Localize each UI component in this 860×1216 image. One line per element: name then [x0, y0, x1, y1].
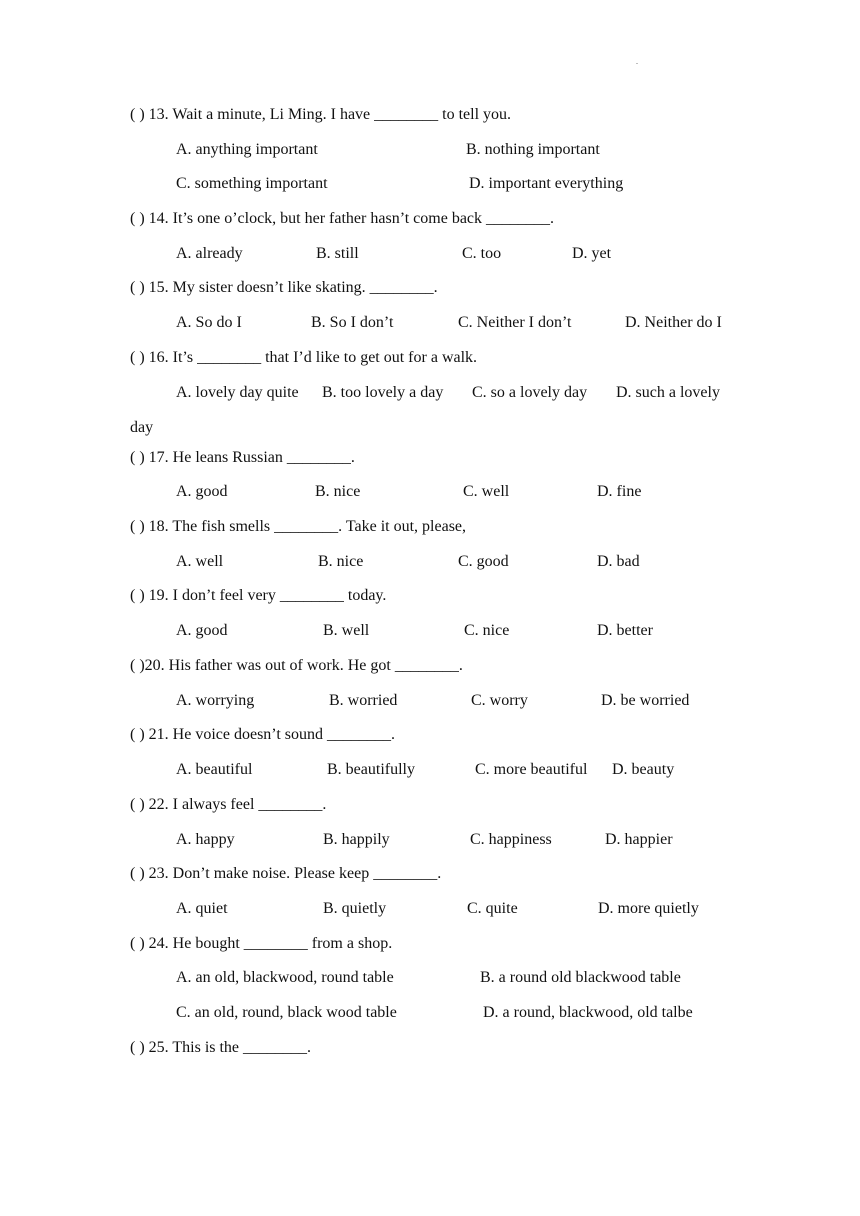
- question-18-option-c: C. good: [458, 553, 509, 570]
- question-17-option-a: A. good: [176, 483, 228, 500]
- question-20-option-b: B. worried: [329, 692, 398, 709]
- question-21-option-a: A. beautiful: [176, 761, 253, 778]
- question-15-option-d: D. Neither do I: [625, 314, 722, 331]
- question-18-option-b: B. nice: [318, 553, 364, 570]
- question-15-option-b: B. So I don’t: [311, 314, 394, 331]
- question-15-option-c: C. Neither I don’t: [458, 314, 572, 331]
- question-23-option-a: A. quiet: [176, 900, 228, 917]
- question-20-stem: ( )20. His father was out of work. He got ________.: [130, 657, 463, 674]
- question-21-option-d: D. beauty: [612, 761, 675, 778]
- question-13-option-a: A. anything important: [176, 141, 318, 158]
- question-16-option-a: A. lovely day quite: [176, 384, 299, 401]
- question-16-option-d: D. such a lovely: [616, 384, 720, 401]
- question-15-option-a: A. So do I: [176, 314, 242, 331]
- question-22-option-a: A. happy: [176, 831, 235, 848]
- question-22-option-b: B. happily: [323, 831, 390, 848]
- question-23-option-c: C. quite: [467, 900, 518, 917]
- question-17-stem: ( ) 17. He leans Russian ________.: [130, 449, 355, 466]
- question-16-option-wrap: day: [130, 419, 154, 436]
- question-13-option-c: C. something important: [176, 175, 328, 192]
- question-20-option-a: A. worrying: [176, 692, 255, 709]
- question-13-option-d: D. important everything: [469, 175, 624, 192]
- question-16-stem: ( ) 16. It’s ________ that I’d like to get out for a walk.: [130, 349, 478, 366]
- question-16-option-c: C. so a lovely day: [472, 384, 588, 401]
- question-24-option-d: D. a round, blackwood, old talbe: [483, 1004, 693, 1021]
- page-marker: .: [636, 57, 638, 66]
- question-22-stem: ( ) 22. I always feel ________.: [130, 796, 327, 813]
- question-24-option-c: C. an old, round, black wood table: [176, 1004, 397, 1021]
- question-23-stem: ( ) 23. Don’t make noise. Please keep ________.: [130, 865, 442, 882]
- question-17-option-d: D. fine: [597, 483, 642, 500]
- question-19-option-a: A. good: [176, 622, 228, 639]
- question-19-option-d: D. better: [597, 622, 653, 639]
- question-24-option-b: B. a round old blackwood table: [480, 969, 681, 986]
- question-22-option-d: D. happier: [605, 831, 673, 848]
- question-16-option-b: B. too lovely a day: [322, 384, 444, 401]
- question-13-option-b: B. nothing important: [466, 141, 600, 158]
- question-20-option-c: C. worry: [471, 692, 528, 709]
- question-21-option-c: C. more beautiful: [475, 761, 588, 778]
- question-23-option-d: D. more quietly: [598, 900, 699, 917]
- question-21-stem: ( ) 21. He voice doesn’t sound ________.: [130, 726, 395, 743]
- question-17-option-b: B. nice: [315, 483, 361, 500]
- question-15-stem: ( ) 15. My sister doesn’t like skating. ________.: [130, 279, 438, 296]
- question-25-stem: ( ) 25. This is the ________.: [130, 1039, 312, 1056]
- question-13-stem: ( ) 13. Wait a minute, Li Ming. I have ________ to tell you.: [130, 106, 512, 123]
- question-24-option-a: A. an old, blackwood, round table: [176, 969, 394, 986]
- question-14-option-b: B. still: [316, 245, 359, 262]
- question-19-option-c: C. nice: [464, 622, 510, 639]
- question-23-option-b: B. quietly: [323, 900, 387, 917]
- question-14-option-a: A. already: [176, 245, 243, 262]
- question-18-option-a: A. well: [176, 553, 224, 570]
- question-14-option-c: C. too: [462, 245, 502, 262]
- question-18-stem: ( ) 18. The fish smells ________. Take it out, please,: [130, 518, 467, 535]
- question-17-option-c: C. well: [463, 483, 510, 500]
- question-24-stem: ( ) 24. He bought ________ from a shop.: [130, 935, 393, 952]
- question-20-option-d: D. be worried: [601, 692, 690, 709]
- question-19-stem: ( ) 19. I don’t feel very ________ today.: [130, 587, 387, 604]
- question-21-option-b: B. beautifully: [327, 761, 415, 778]
- question-14-option-d: D. yet: [572, 245, 612, 262]
- question-14-stem: ( ) 14. It’s one o’clock, but her father hasn’t come back ________.: [130, 210, 555, 227]
- question-19-option-b: B. well: [323, 622, 370, 639]
- question-22-option-c: C. happiness: [470, 831, 552, 848]
- question-18-option-d: D. bad: [597, 553, 640, 570]
